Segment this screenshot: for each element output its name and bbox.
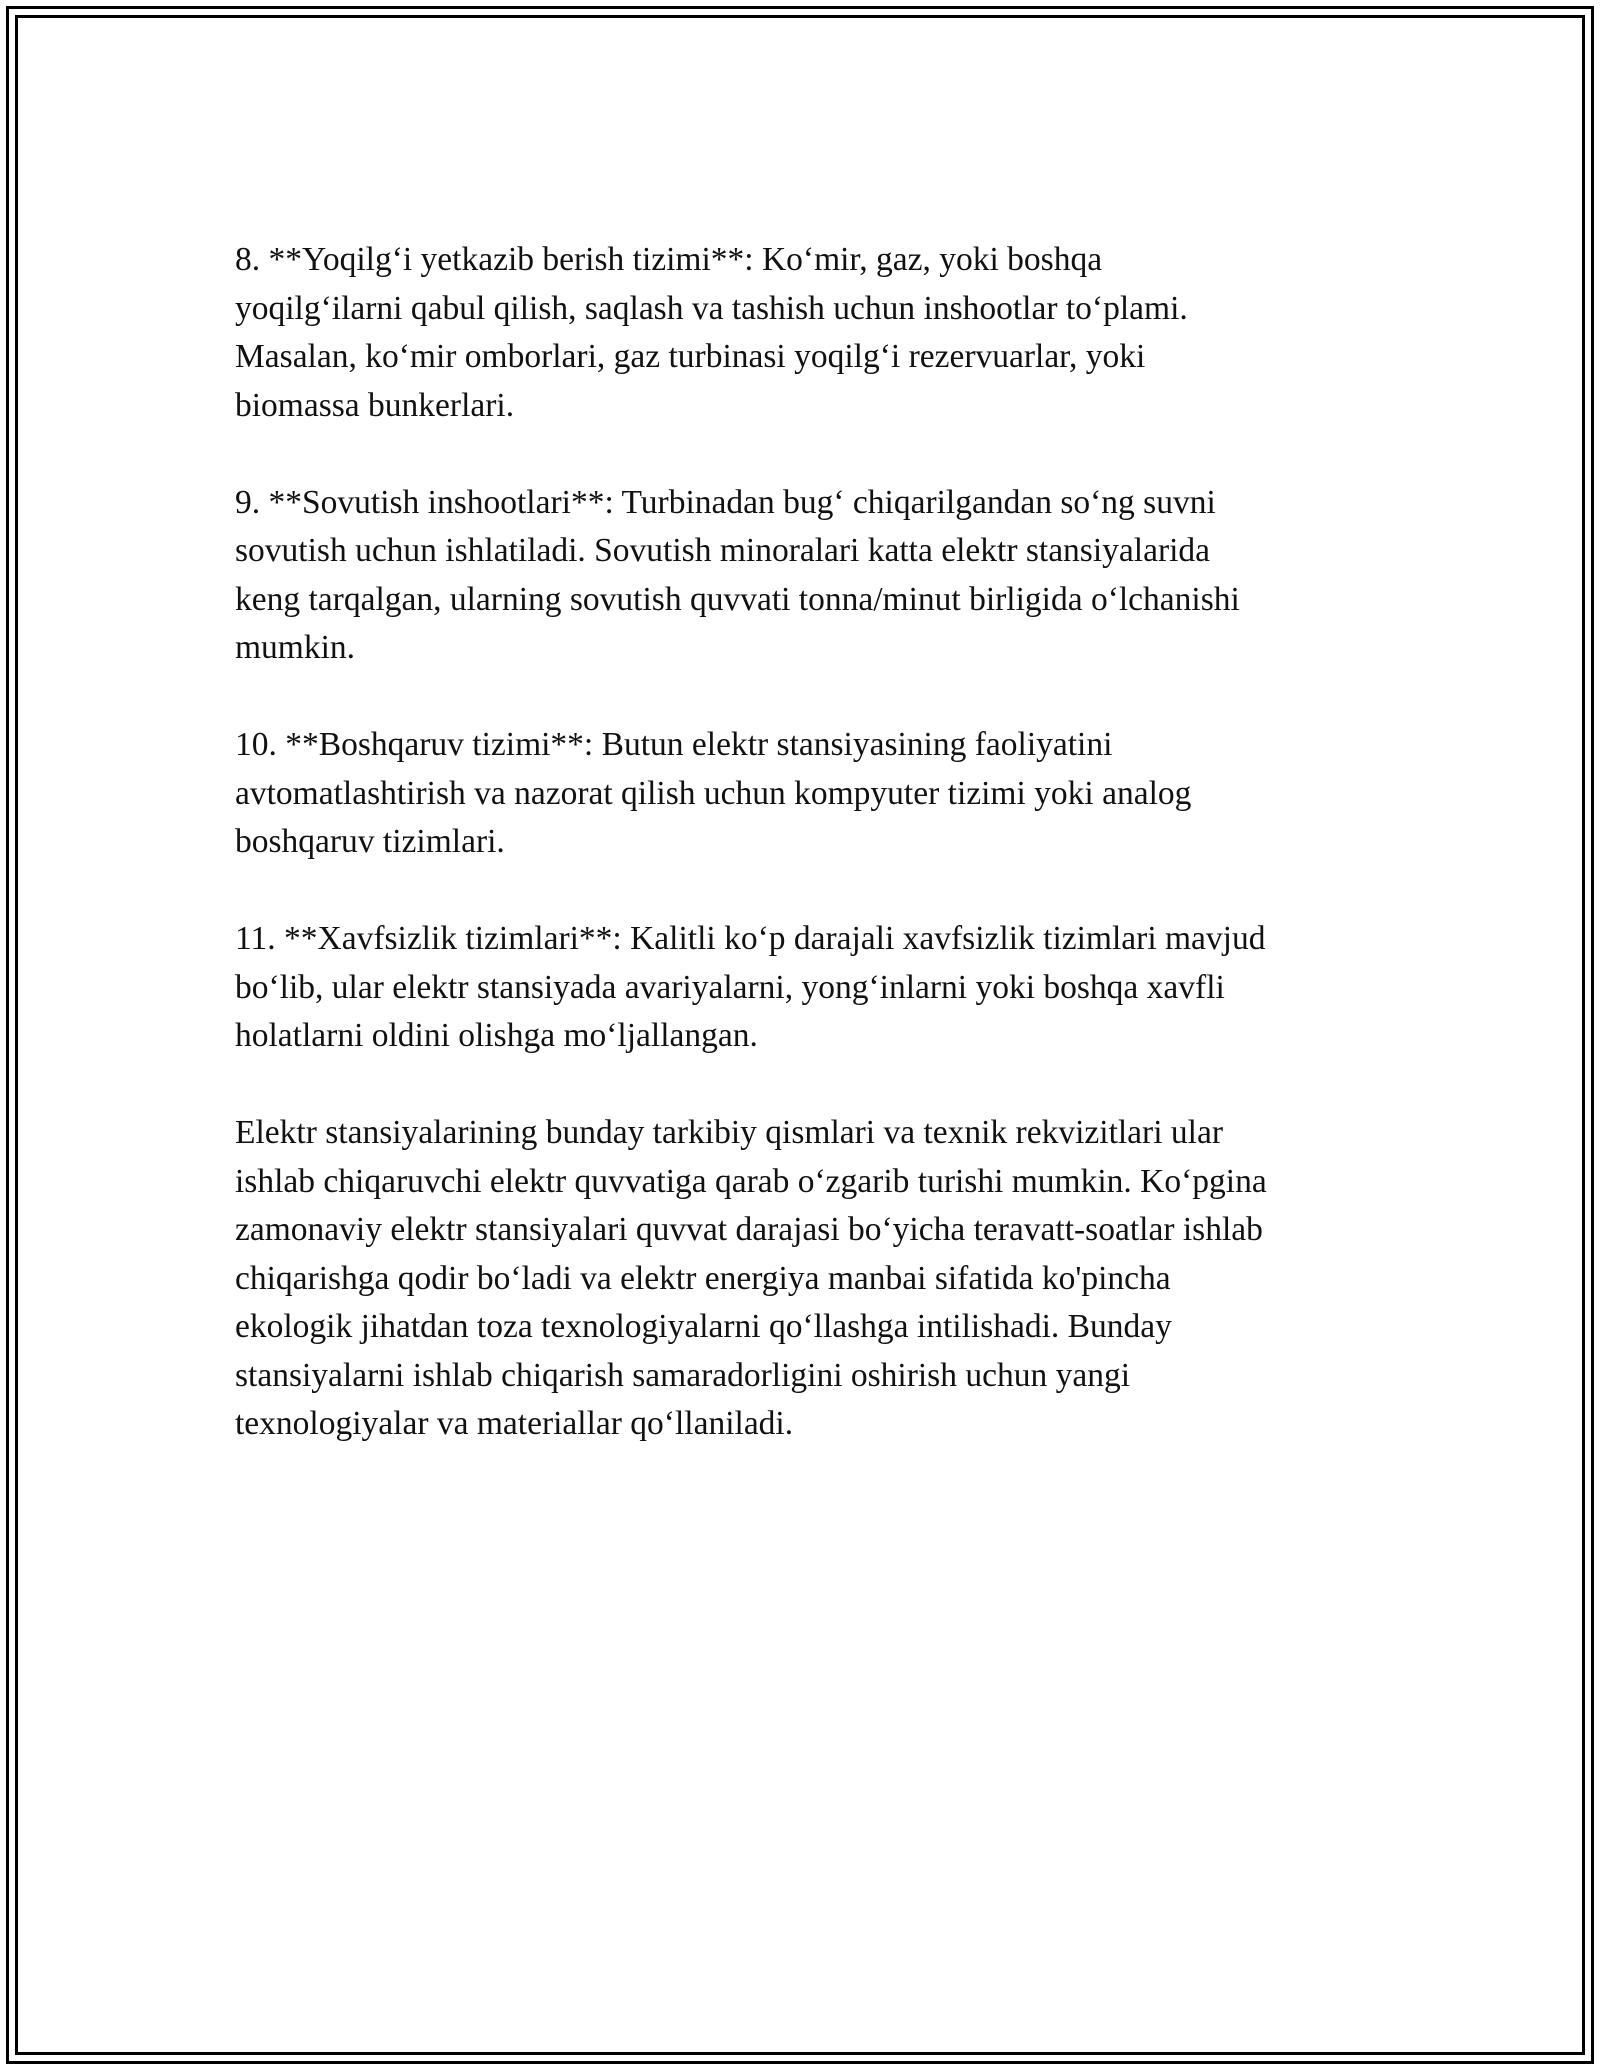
paragraph-safety-systems: [235, 915, 1375, 1061]
text-line: yoqilg‘ilarni qabul qilish, saqlash va tashish uchun inshootlar to‘plami.: [235, 289, 1188, 327]
text-line: zamonaviy elektr stansiyalari quvvat darajasi bo‘yicha teravatt-soatlar ishlab: [235, 1211, 1263, 1248]
text-line: ekologik jihatdan toza texnologiyalarni qo‘llashga intilishadi. Bunday: [235, 1308, 1172, 1345]
paragraph-fuel-supply-system: [235, 236, 1375, 430]
text-line: 9. **Sovutish inshootlari**: Turbinadan bug‘ chiqarilgandan so‘ng suvni: [235, 483, 1216, 521]
text-line: ishlab chiqaruvchi elektr quvvatiga qarab o‘zgarib turishi mumkin. Ko‘pgina: [235, 1162, 1267, 1200]
paragraph-conclusion: [235, 1109, 1375, 1449]
text-line: chiqarishga qodir bo‘ladi va elektr energiya manbai sifatida ko'pincha: [235, 1259, 1171, 1297]
text-line: texnologiyalar va materiallar qo‘llaniladi.: [235, 1405, 794, 1442]
text-line: 10. **Boshqaruv tizimi**: Butun elektr stansiyasining faoliyatini: [235, 726, 1113, 763]
text-line: stansiyalarni ishlab chiqarish samaradorligini oshirish uchun yangi: [235, 1356, 1131, 1394]
text-line: bo‘lib, ular elektr stansiyada avariyalarni, yong‘inlarni yoki boshqa xavfli: [235, 968, 1225, 1006]
paragraph-cooling-facilities: [235, 479, 1375, 673]
document-body: [235, 236, 1375, 1497]
text-line: mumkin.: [235, 629, 356, 666]
text-line: 11. **Xavfsizlik tizimlari**: Kalitli ko‘p darajali xavfsizlik tizimlari mavjud: [235, 920, 1266, 957]
text-line: avtomatlashtirish va nazorat qilish uchun kompyuter tizimi yoki analog: [235, 774, 1192, 812]
text-line: boshqaruv tizimlari.: [235, 823, 505, 860]
text-line: Elektr stansiyalarining bunday tarkibiy qismlari va texnik rekvizitlari ular: [235, 1114, 1223, 1151]
paragraph-control-system: [235, 721, 1375, 867]
text-line: biomassa bunkerlari.: [235, 386, 515, 424]
text-line: sovutish uchun ishlatiladi. Sovutish minoralari katta elektr stansiyalarida: [235, 532, 1211, 569]
text-line: holatlarni oldini olishga mo‘ljallangan.: [235, 1017, 758, 1054]
text-line: keng tarqalgan, ularning sovutish quvvati tonna/minut birligida o‘lchanishi: [235, 580, 1240, 618]
text-line: Masalan, ko‘mir omborlari, gaz turbinasi yoqilg‘i rezervuarlar, yoki: [235, 338, 1146, 375]
text-line: 8. **Yoqilg‘i yetkazib berish tizimi**: Ko‘mir, gaz, yoki boshqa: [235, 241, 1103, 278]
